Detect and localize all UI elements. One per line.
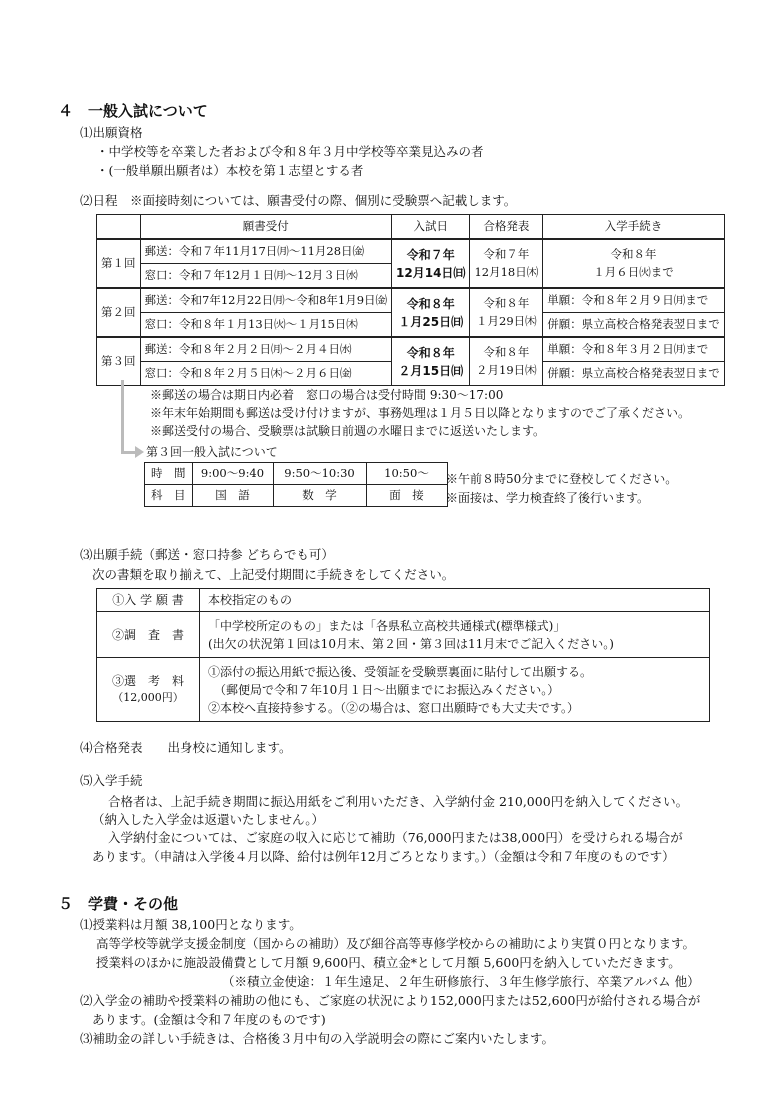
third-round-note: ※午前８時50分までに登校してください。 — [446, 472, 678, 486]
fees-line: 高等学校等就学支援金制度（国からの補助）及び細谷高等専修学校からの補助により実質０円となります。 — [96, 936, 696, 951]
window-period: 窓口：令和７年12月１日㈪〜12月３日㈬ — [140, 264, 392, 289]
third-round-note: ※面接は、学力検査終了後行います。 — [446, 491, 650, 505]
third-round-title: 第３回一般入試について — [146, 445, 278, 459]
doc-label: ①入 学 願 書 — [97, 589, 200, 612]
doc-desc: 「中学校所定のもの」または「各県私立高校共通様式(標準様式)」 (出欠の状況第１回は10月末、第２回・第３回は11月末でご記入ください。) — [200, 612, 710, 658]
procedure-deadline: 令和８年 １月６日㈫まで — [543, 239, 725, 288]
fees-line: 授業料のほかに施設設備費として月額 9,600円、積立金*として月額 5,600円を納入していただきます。 — [96, 955, 681, 970]
header-exam-date: 入試日 — [392, 215, 470, 240]
procedure-single: 単願：令和８年２月９日㈪まで — [543, 288, 725, 313]
enrollment-line: あります。（申請は入学後４月以降、給付は例年12月ごろとなります。）（金額は令和７年度のものです） — [92, 849, 675, 864]
header-procedure: 入学手続き — [543, 215, 725, 240]
doc-desc: 本校指定のもの — [200, 589, 710, 612]
schedule-title: ⑵日程 ※面接時刻については、願書受付の際、個別に受験票へ記載します。 — [80, 193, 517, 208]
section-5-heading: ５ 学費・その他 — [58, 895, 179, 913]
subject-label: 科 目 — [145, 485, 193, 507]
time-slot: 9:50〜10:30 — [273, 463, 366, 485]
exam-date: 令和８年 ２月15日㈰ — [392, 337, 470, 386]
schedule-table — [96, 214, 725, 386]
doc-label: ②調 査 書 — [97, 612, 200, 658]
header-blank — [97, 215, 141, 240]
enrollment-line: （納入した入学金は返還いたしません。） — [92, 812, 325, 827]
window-period: 窓口：令和８年２月５日㈭〜２月６日㈮ — [140, 362, 392, 386]
window-period: 窓口：令和８年１月13日㈫〜１月15日㈭ — [140, 313, 392, 338]
eligibility-item: ・(一般単願出願者は）本校を第１志望とする者 — [96, 163, 364, 178]
subject: 面 接 — [366, 485, 447, 507]
fees-line: ⑴授業料は月額 38,100円となります。 — [80, 917, 302, 932]
arrow-right-icon — [135, 446, 144, 458]
procedure-single: 単願：令和８年３月２日㈪まで — [543, 337, 725, 362]
fees-line: ⑶補助金の詳しい手続きは、合格後３月中旬の入学説明会の際にご案内いたします。 — [80, 1031, 555, 1046]
result-date: 令和８年 １月29日㈭ — [470, 288, 543, 337]
header-result: 合格発表 — [470, 215, 543, 240]
mail-period: 郵送：令和7年12月22日㈪〜令和8年1月9日㈮ — [140, 288, 392, 313]
time-label: 時 間 — [145, 463, 193, 485]
documents-table — [96, 588, 710, 722]
fees-line: ⑵入学金の補助や授業料の補助の他にも、ご家庭の状況により152,000円または52,600円が給付される場合が — [80, 993, 701, 1008]
exam-date: 令和８年 １月25日㈰ — [392, 288, 470, 337]
time-slot: 10:50〜 — [366, 463, 447, 485]
fees-line: （※積立金使途：１年生遠足、２年生研修旅行、３年生修学旅行、卒業アルバム 他） — [222, 974, 700, 989]
mail-period: 郵送：令和８年２月２日㈪〜２月４日㈬ — [140, 337, 392, 362]
third-round-table — [144, 462, 448, 507]
exam-date: 令和７年 12月14日㈰ — [392, 239, 470, 288]
procedure-title: ⑶出願手続（郵送・窓口持参 どちらでも可） — [80, 547, 334, 562]
result-date: 令和８年 ２月19日㈭ — [470, 337, 543, 386]
time-slot: 9:00〜9:40 — [192, 463, 273, 485]
enrollment-line: 入学納付金については、ご家庭の収入に応じて補助（76,000円または38,000円）を受けられる場合が — [108, 830, 683, 845]
enrollment-title: ⑸入学手続 — [80, 773, 143, 788]
subject: 国 語 — [192, 485, 273, 507]
eligibility-item: ・中学校等を卒業した者および令和８年３月中学校等卒業見込みの者 — [96, 144, 484, 159]
schedule-note: ※年末年始期間も郵送は受け付けますが、事務処理は１月５日以降となりますのでご了承ください。 — [150, 406, 691, 420]
round-label: 第３回 — [97, 337, 141, 386]
header-application: 願書受付 — [140, 215, 392, 240]
procedure-intro: 次の書類を取り揃えて、上記受付期間に手続きをしてください。 — [92, 567, 455, 582]
doc-desc: ①添付の振込用紙で振込後、受領証を受験票裏面に貼付して出願する。 （郵便局で令和７年10月１日〜出願までにお振込みください。） ②本校へ直接持参する。（②の場合は、窓口出願時でも大丈夫です。） — [200, 658, 710, 722]
result-date: 令和７年 12月18日㈭ — [470, 239, 543, 288]
mail-period: 郵送：令和７年11月17日㈪〜11月28日㈮ — [140, 239, 392, 264]
round-label: 第２回 — [97, 288, 141, 337]
result-announcement: ⑷合格発表 出身校に通知します。 — [80, 740, 292, 755]
enrollment-line: 合格者は、上記手続き期間に振込用紙をご利用いただき、入学納付金 210,000円を納入してください。 — [108, 794, 689, 809]
procedure-combined: 併願：県立高校合格発表翌日まで — [543, 362, 725, 386]
round-label: 第１回 — [97, 239, 141, 288]
subject: 数 学 — [273, 485, 366, 507]
eligibility-title: ⑴出願資格 — [80, 125, 143, 140]
procedure-combined: 併願：県立高校合格発表翌日まで — [543, 313, 725, 338]
schedule-note: ※郵送の場合は期日内必着 窓口の場合は受付時間 9:30〜17:00 — [150, 388, 504, 402]
schedule-note: ※郵送受付の場合、受験票は試験日前週の水曜日までに返送いたします。 — [150, 424, 546, 438]
doc-label: ③選 考 料 （12,000円） — [97, 658, 200, 722]
section-4-heading: ４ 一般入試について — [58, 102, 208, 120]
fees-line: あります。(金額は令和７年度のものです) — [92, 1012, 326, 1027]
arrow-line — [121, 380, 124, 454]
